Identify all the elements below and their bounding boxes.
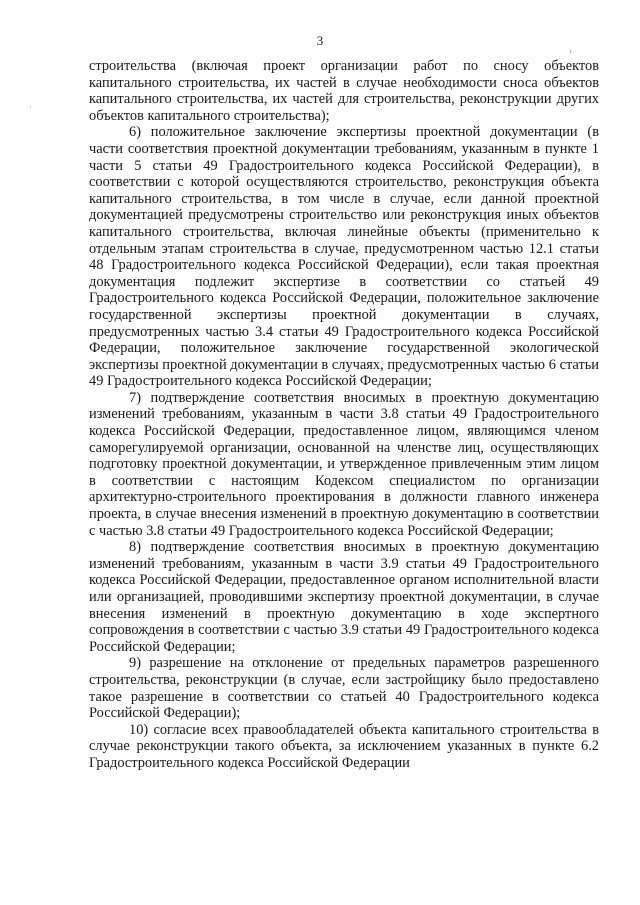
paragraph-item-9: 9) разрешение на отклонение от предельных параметров разрешенного строительства, реконструкции (в случае, если застройщику было предоставлено такое разрешение в соответствии со статьей 40 Градостроительного кодекса Российской Федерации); [89, 655, 599, 722]
document-body [89, 58, 599, 772]
paragraph-item-8: 8) подтверждение соответствия вносимых в проектную документацию изменений требованиям, указанным в части 3.9 статьи 49 Градостроительного кодекса Российской Федерации, предоставленное органом исполнительной власти или организацией, проводившими экспертизу проектной документации, в случае внесения изменений в проектную документацию в ходе экспертного сопровождения в соответствии с частью 3.9 статьи 49 Градостроительного кодекса Российской Федерации; [89, 539, 599, 655]
scan-speck: · [29, 102, 32, 112]
paragraph-item-7: 7) подтверждение соответствия вносимых в проектную документацию изменений требованиям, указанным в части 3.8 статьи 49 Градостроительного кодекса Российской Федерации, предоставленное лицом, являющимся членом саморегулируемой организации, основанной на членстве лиц, осуществляющих подготовку проектной документации, и утвержденное привлеченным этим лицом в соответствии с настоящим Кодексом специалистом по организации архитектурно-строительного проектирования в должности главного инженера проекта, в случае внесения изменений в проектную документацию в соответствии с частью 3.8 статьи 49 Градостроительного кодекса Российской Федерации; [89, 389, 599, 539]
page-number: 3 [316, 33, 324, 48]
paragraph-item-10: 10) согласие всех правообладателей объекта капитального строительства в случае реконструкции такого объекта, за исключением указанных в пункте 6.2 Градостроительного кодекса Российской Федерации [89, 721, 599, 771]
paragraph-item-6: 6) положительное заключение экспертизы проектной документации (в части соответствия проектной документации требованиям, указанным в пункте 1 части 5 статьи 49 Градостроительного кодекса Российской Федерации), в соответствии с которой осуществляются строительство, реконструкция объекта капитального строительства, в том числе в случае, если данной проектной документацией предусмотрены строительство или реконструкция иных объектов капитального строительства, включая линейные объекты (применительно к отдельным этапам строительства в случае, предусмотренном частью 12.1 статьи 48 Градостроительного кодекса Российской Федерации), если такая проектная документация подлежит экспертизе в соответствии со статьей 49 Градостроительного кодекса Российской Федерации, положительное заключение государственной экспертизы проектной документации в случаях, предусмотренных частью 3.4 статьи 49 Градостроительного кодекса Российской Федерации, положительное заключение государственной экологической экспертизы проектной документации в случаях, предусмотренных частью 6 статьи 49 Градостроительного кодекса Российской Федерации; [89, 124, 599, 390]
paragraph-continuation: строительства (включая проект организации работ по сносу объектов капитального строительства, их частей в случае необходимости сноса объектов капитального строительства, их частей для строительства, реконструкции других объектов капитального строительства); [89, 58, 599, 124]
scan-speck: › [569, 46, 572, 56]
